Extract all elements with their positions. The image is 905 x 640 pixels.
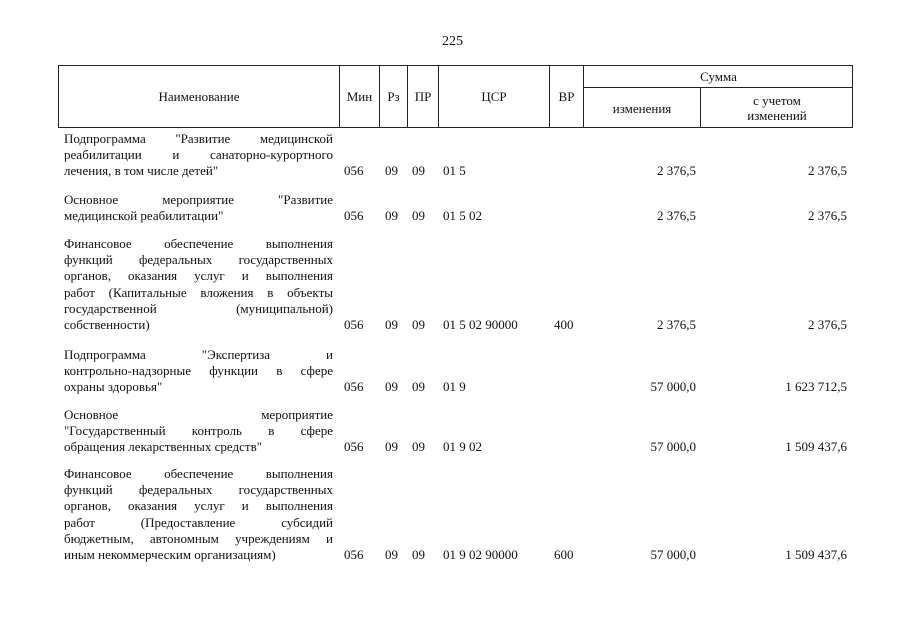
row-name-line: Финансовое обеспечение выполнения — [64, 236, 333, 251]
cell-changes: 57 000,0 — [650, 547, 696, 562]
header-changes: изменения — [612, 100, 672, 116]
row-name-line: Подпрограмма "Экспертиза и — [64, 347, 333, 362]
cell-csr: 01 9 02 90000 — [443, 547, 518, 562]
header-with-changes — [701, 88, 853, 128]
cell-total: 1 509 437,6 — [785, 439, 847, 455]
header-with-changes-line1: с учетом — [753, 93, 801, 108]
row-name-line: органов, оказания услуг и выполнения — [64, 268, 333, 284]
cell-min: 056 — [344, 439, 364, 455]
page-number: 225 — [442, 34, 463, 49]
cell-rz: 09 — [385, 547, 398, 562]
row-name — [64, 347, 333, 396]
row-name-line: функций федеральных государственных — [64, 252, 333, 268]
row-name-line: лечения, в том числе детей" — [64, 163, 219, 179]
cell-min: 056 — [344, 547, 364, 562]
cell-changes: 57 000,0 — [650, 379, 696, 395]
cell-pr: 09 — [412, 317, 425, 332]
row-name — [64, 131, 333, 180]
row-name — [64, 192, 333, 224]
cell-pr: 09 — [412, 439, 425, 455]
cell-vr: 400 — [554, 317, 574, 332]
row-name — [64, 466, 333, 563]
row-name — [64, 236, 333, 333]
row-name-line: "Государственный контроль в сфере — [64, 423, 333, 439]
cell-changes: 2 376,5 — [657, 317, 696, 332]
row-name-line: Финансовое обеспечение выполнения — [64, 466, 333, 481]
cell-min: 056 — [344, 208, 364, 224]
cell-min: 056 — [344, 379, 364, 395]
cell-total: 2 376,5 — [808, 317, 847, 332]
cell-pr: 09 — [412, 163, 425, 179]
cell-csr: 01 5 02 90000 — [443, 317, 518, 332]
header-with-changes-line2: изменений — [747, 108, 807, 123]
row-name-line: Основное мероприятие "Развитие — [64, 192, 333, 207]
cell-pr: 09 — [412, 379, 425, 395]
cell-rz: 09 — [385, 163, 398, 179]
cell-min: 056 — [344, 317, 364, 332]
cell-changes: 57 000,0 — [650, 439, 696, 455]
cell-rz: 09 — [385, 208, 398, 224]
cell-csr: 01 9 02 — [443, 439, 482, 455]
cell-pr: 09 — [412, 208, 425, 224]
cell-vr: 600 — [554, 547, 574, 562]
cell-csr: 01 5 02 — [443, 208, 482, 224]
cell-csr: 01 9 — [443, 379, 466, 395]
cell-changes: 2 376,5 — [657, 163, 696, 179]
row-name-line: органов, оказания услуг и выполнения — [64, 498, 333, 514]
row-name-line: контрольно-надзорные функции в сфере — [64, 363, 333, 379]
cell-csr: 01 5 — [443, 163, 466, 179]
row-name-line: иным некоммерческим организациям) — [64, 546, 276, 562]
row-name — [64, 407, 333, 456]
row-name-line: функций федеральных государственных — [64, 482, 333, 498]
row-name-line: обращения лекарственных средств" — [64, 439, 263, 455]
cell-total: 2 376,5 — [808, 208, 847, 224]
cell-rz: 09 — [385, 439, 398, 455]
row-name-line: медицинской реабилитации" — [64, 208, 224, 224]
row-name-line: бюджетным, автономным учреждениям и — [64, 530, 333, 546]
cell-total: 1 623 712,5 — [785, 379, 847, 395]
cell-total: 2 376,5 — [808, 163, 847, 179]
header-vr: ВР — [558, 89, 575, 104]
cell-total: 1 509 437,6 — [785, 547, 847, 562]
cell-rz: 09 — [385, 317, 398, 332]
header-rz: Рз — [387, 89, 400, 104]
cell-pr: 09 — [412, 547, 425, 562]
row-name-line: Подпрограмма "Развитие медицинской — [64, 131, 333, 146]
cell-min: 056 — [344, 163, 364, 179]
row-name-line: работ (Предоставление субсидий — [64, 514, 333, 530]
header-sum: Сумма — [700, 69, 737, 84]
header-name: Наименование — [158, 89, 240, 104]
row-name-line: государственной (муниципальной) — [64, 300, 333, 316]
row-name-line: реабилитации и санаторно-курортного — [64, 147, 333, 163]
header-csr: ЦСР — [481, 89, 507, 104]
header-pr: ПР — [414, 89, 432, 104]
cell-rz: 09 — [385, 379, 398, 395]
row-name-line: Основное мероприятие — [64, 407, 333, 422]
row-name-line: собственности) — [64, 316, 150, 332]
row-name-line: охраны здоровья" — [64, 379, 163, 395]
cell-changes: 2 376,5 — [657, 208, 696, 224]
row-name-line: работ (Капитальные вложения в объекты — [64, 284, 333, 300]
header-min: Мин — [346, 89, 373, 104]
